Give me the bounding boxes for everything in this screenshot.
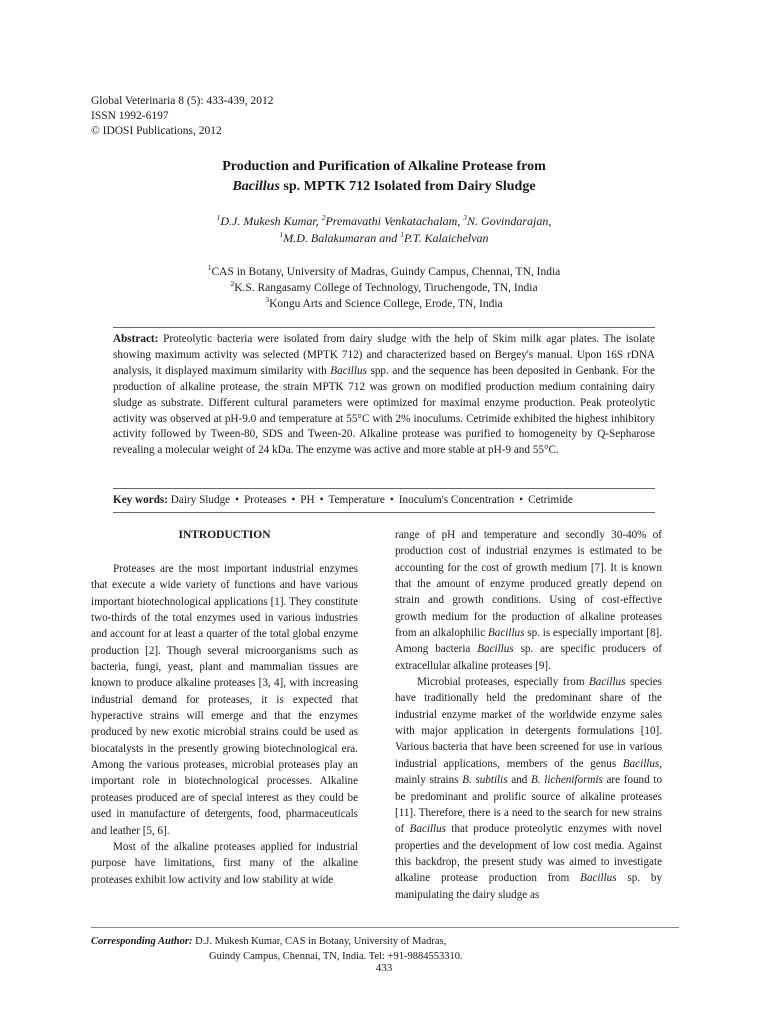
corresponding-author: Corresponding Author: D.J. Mukesh Kumar, CAS in Botany, University of Madras, Guindy Campus, Chennai, TN, India. Tel: +91-9884553310. <box>91 936 463 962</box>
author-name: N. Govindarajan, <box>467 214 552 228</box>
journal-copyright: © IDOSI Publications, 2012 <box>91 125 222 137</box>
keywords-label: Key words: <box>113 494 168 506</box>
abstract: Abstract: Proteolytic bacteria were isolated from dairy sludge with the help of Skim milk agar plates. The isolate showing maximum activity was selected (MPTK 712) and characterized based on Bergey's manual. Upon 16S rDNA analysis, it displayed maximum similarity with Bacillus spp. and the sequence has been deposited in Genbank. For the production of alkaline protease, the strain MPTK 712 was grown on modified production medium containing dairy sludge as substrate. Different cultural parameters were optimized for maximal enzyme production. Peak proteolytic activity was observed at pH-9.0 and temperature at 55°C with 2% inoculums. Cetrimide exhibited the highest inhibitory activity followed by Tween-80, SDS and Tween-20. Alkaline protease was purified to homogeneity by Q-Sepharose revealing a molecular weight of 24 kDa. The enzyme was active and more stable at pH-9 and 55°C. <box>113 333 655 457</box>
authors-line-2: $^1$M.D. Balakumaran and $^1$P.T. Kalaichelvan <box>279 230 489 245</box>
intro-paragraph-4: Microbial proteases, especially from Bacillus species have traditionally held the predominant share of the industrial enzyme market of the worldwide enzyme sales with major application in detergents formulations [10]. Various bacteria that have been screened for use in various industrial applications, members of the genus Bacillus, mainly strains B. subtilis and B. licheniformis are found to be predominant and prolific source of alkaline proteases [11]. Therefore, there is a need to the search for new strains of Bacillus that produce proteolytic enzymes with novel properties and the development of low cost media. Against this backdrop, the present study was aimed to investigate alkaline protease production from Bacillus sp. by manipulating the dairy sludge as <box>395 676 663 901</box>
title-line-1: Production and Purification of Alkaline Protease from <box>222 159 546 174</box>
author-list <box>0 213 768 247</box>
keyword: PH <box>300 494 315 506</box>
keywords-top-rule <box>113 488 655 489</box>
authors-line-1: $^1$D.J. Mukesh Kumar, $^2$Premavathi Venkatachalam, $^3$N. Govindarajan, <box>216 213 552 228</box>
keyword: Inoculum's Concentration <box>398 494 515 506</box>
intro-paragraph-2: Most of the alkaline proteases applied for industrial purpose have limitations, first many of the alkaline proteases exhibit low activity and low stability at wide <box>91 840 358 886</box>
abstract-label: Abstract: <box>113 333 159 345</box>
keywords: Key words: Dairy Sludge • Proteases • PH • Temperature • Inoculum's Concentration • Cetrimide <box>113 494 573 506</box>
journal-citation: Global Veterinaria 8 (5): 433-439, 2012 <box>91 95 274 107</box>
keywords-bottom-rule <box>113 512 655 513</box>
author-name: Premavathi Venkatachalam, <box>325 214 464 228</box>
footer-rule <box>91 927 679 928</box>
author-name: M.D. Balakumaran and <box>283 231 401 245</box>
abstract-top-rule <box>113 327 655 328</box>
corresponding-author-label: Corresponding Author: <box>91 936 193 947</box>
right-column <box>395 527 662 903</box>
journal-info <box>91 94 273 139</box>
section-heading-introduction: INTRODUCTION <box>178 529 271 541</box>
page-number: 433 <box>375 962 393 974</box>
title-line-2: Bacillus sp. MPTK 712 Isolated from Dairy Sludge <box>232 179 536 194</box>
affiliation: $^2$K.S. Rangasamy College of Technology, Tiruchengode, TN, India <box>230 279 538 294</box>
left-column <box>91 527 358 888</box>
keyword: Proteases <box>244 494 287 506</box>
author-name: D.J. Mukesh Kumar, <box>220 214 322 228</box>
affiliation-list <box>0 264 768 312</box>
keyword: Cetrimide <box>528 494 573 506</box>
affiliation: $^3$Kongu Arts and Science College, Erode, TN, India <box>265 295 503 310</box>
paper-title <box>0 157 768 197</box>
affiliation: $^1$CAS in Botany, University of Madras, Guindy Campus, Chennai, TN, India <box>207 263 561 278</box>
journal-issn: ISSN 1992-6197 <box>91 110 169 122</box>
intro-paragraph-1: Proteases are the most important industrial enzymes that execute a wide variety of functions and have various important biotechnological applications [1]. They constitute two-thirds of the total enzymes used in various industries and account for at least a quarter of the total global enzyme production [2]. Though several microorganisms such as bacteria, fungi, yeast, plant and mammalian tissues are known to produce alkaline proteases [3, 4], with increasing industrial demand for proteases, it is expected that hyperactive strains will emerge and that the enzymes produced by new exotic microbial strains could be used as biocatalysts in the presently growing biotechnological era. Among the various proteases, microbial proteases play an important role in biotechnological processes. Alkaline proteases produced are of special interest as they could be used in manufacture of detergents, food, pharmaceuticals and leather [5, 6]. <box>91 563 358 837</box>
intro-paragraph-3: range of pH and temperature and secondly 30-40% of production cost of industrial enzymes is estimated to be accounting for the cost of growth medium [7]. It is known that the amount of enzyme produced greatly depend on strain and growth conditions. Using of cost-effective growth medium for the production of alkaline proteases from an alkalophilic Bacillus sp. is especially important [8]. Among bacteria Bacillus sp. are specific producers of extracellular alkaline proteases [9]. <box>395 529 662 672</box>
author-name: P.T. Kalaichelvan <box>403 231 489 245</box>
keyword: Dairy Sludge <box>170 494 231 506</box>
keyword: Temperature <box>328 494 385 506</box>
